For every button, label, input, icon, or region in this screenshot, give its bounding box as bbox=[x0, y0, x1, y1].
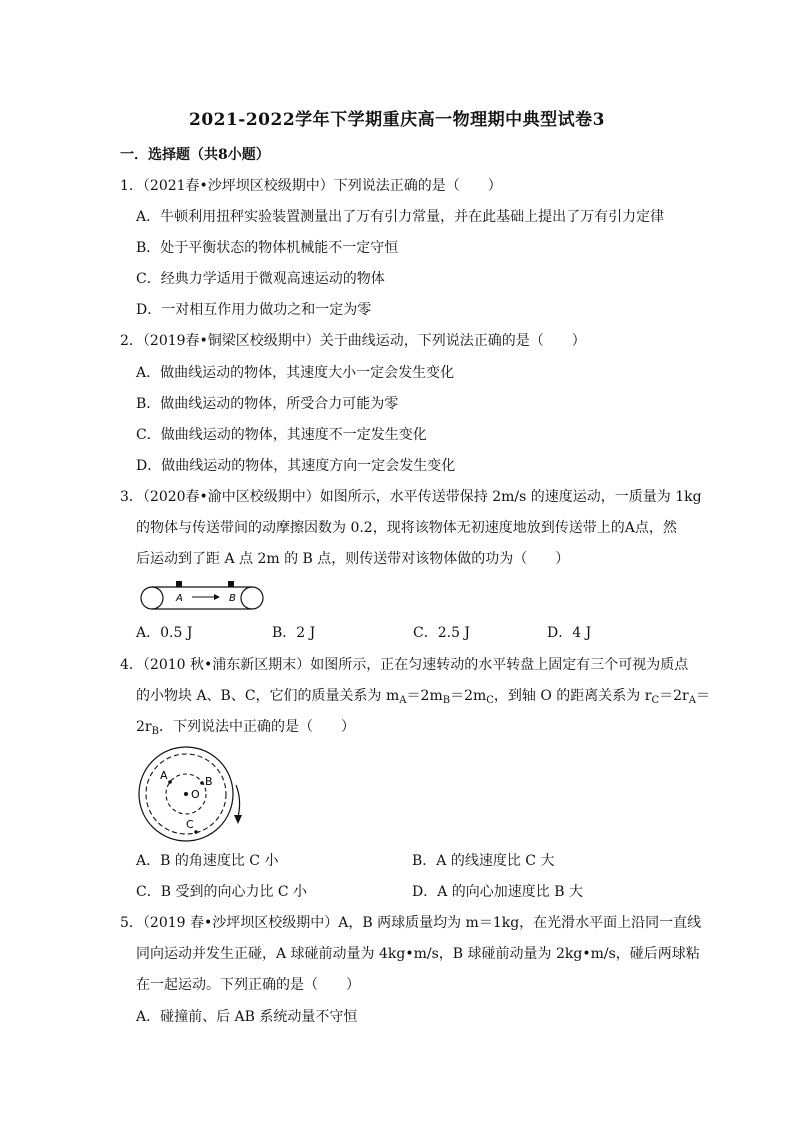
rotation-arrow bbox=[236, 785, 240, 817]
stem-text: 的小物块 A、B、C，它们的质量关系为 m bbox=[136, 688, 400, 704]
turntable-figure bbox=[136, 745, 256, 845]
page-title: 2021-2022学年下学期重庆高一物理期中典型试卷3 bbox=[188, 110, 605, 130]
stem-text: ，到轴 O 的距离关系为 r bbox=[493, 688, 652, 704]
point-b bbox=[200, 781, 204, 785]
question-2-option-a: A．做曲线运动的物体，其速度大小一定会发生变化 bbox=[136, 365, 455, 381]
axis-o bbox=[184, 792, 188, 796]
conveyor-belt-figure bbox=[138, 578, 268, 612]
question-2-option-b: B．做曲线运动的物体，所受合力可能为零 bbox=[136, 396, 399, 412]
subscript: A bbox=[399, 695, 407, 706]
section-heading: 一．选择题（共8小题） bbox=[120, 147, 270, 163]
point-a bbox=[168, 780, 172, 784]
question-3-stem-line-3: 后运动到了距 A 点 2m 的 B 点，则传送带对该物体做的功为（ ） bbox=[136, 551, 570, 567]
stem-text: ＝2m bbox=[406, 688, 443, 704]
label-c: C bbox=[186, 818, 194, 831]
question-4-option-d: D．A 的向心加速度比 B 大 bbox=[412, 884, 583, 900]
question-3-option-b: B．2 J bbox=[272, 625, 316, 641]
left-pulley bbox=[141, 587, 163, 609]
question-3-option-c: C．2.5 J bbox=[413, 625, 471, 641]
label-o: O bbox=[191, 788, 200, 801]
question-1-stem: 1．（2021春•沙坪坝区校级期中）下列说法正确的是（ ） bbox=[120, 178, 502, 194]
question-4-option-c: C．B 受到的向心力比 C 小 bbox=[136, 884, 308, 900]
question-3-stem-line-2: 的物体与传送带间的动摩擦因数为 0.2，现将该物体无初速度地放到传送带上的A点，然 bbox=[136, 520, 677, 536]
question-1-option-b: B．处于平衡状态的物体机械能不一定守恒 bbox=[136, 240, 399, 256]
question-5-stem-line-2: 同向运动并发生正碰，A 球碰前动量为 4kg•m/s，B 球碰前动量为 2kg•m/s，碰后两球粘 bbox=[136, 946, 700, 962]
question-1-option-a: A．牛顿利用扭秤实验装置测量出了万有引力常量，并在此基础上提出了万有引力定律 bbox=[136, 209, 665, 225]
question-3-option-d: D．4 J bbox=[547, 625, 592, 641]
question-5-stem-line-3: 在一起运动。下列正确的是（ ） bbox=[136, 977, 360, 993]
question-1-option-c: C．经典力学适用于微观高速运动的物体 bbox=[136, 271, 385, 287]
question-2-option-c: C．做曲线运动的物体，其速度不一定发生变化 bbox=[136, 427, 427, 443]
arrow-head-icon bbox=[214, 594, 220, 600]
question-2-stem: 2．（2019春•铜梁区校级期中）关于曲线运动，下列说法正确的是（ ） bbox=[120, 333, 586, 349]
label-b: B bbox=[205, 775, 213, 788]
stem-text: 2r bbox=[136, 719, 152, 735]
subscript: A bbox=[688, 695, 696, 706]
block-b bbox=[228, 581, 234, 587]
question-5-option-a: A．碰撞前、后 AB 系统动量不守恒 bbox=[136, 1009, 358, 1025]
stem-text: ＝ bbox=[695, 688, 710, 704]
right-pulley bbox=[241, 587, 263, 609]
question-3-stem-line-1: 3．（2020春•渝中区校级期中）如图所示，水平传送带保持 2m/s 的速度运动，一质量为 1kg bbox=[120, 489, 702, 505]
stem-text: ＝2r bbox=[659, 688, 689, 704]
question-4-stem-line-3 bbox=[136, 717, 355, 737]
question-4-stem-line-1: 4．（2010 秋•浦东新区期末）如图所示，正在匀速转动的水平转盘上固定有三个可视为质点 bbox=[120, 657, 689, 673]
subscript: B bbox=[442, 695, 451, 706]
stem-text: ．下列说法中正确的是（ ） bbox=[158, 719, 355, 735]
question-4-option-a: A．B 的角速度比 C 小 bbox=[136, 853, 279, 869]
point-c bbox=[194, 830, 198, 834]
rotation-arrow-head-icon bbox=[234, 815, 242, 824]
label-a: A bbox=[176, 593, 183, 604]
question-4-stem-line-2 bbox=[136, 686, 710, 706]
question-1-option-d: D．一对相互作用力做功之和一定为零 bbox=[136, 302, 372, 318]
question-4-option-b: B．A 的线速度比 C 大 bbox=[412, 853, 555, 869]
subscript: C bbox=[486, 695, 494, 706]
label-b: B bbox=[229, 593, 236, 604]
subscript: B bbox=[151, 726, 159, 737]
question-2-option-d: D．做曲线运动的物体，其速度方向一定会发生变化 bbox=[136, 458, 456, 474]
stem-text: ＝2m bbox=[450, 688, 487, 704]
block-a bbox=[176, 581, 182, 587]
subscript: C bbox=[651, 695, 660, 706]
question-5-stem-line-1: 5．（2019 春•沙坪坝区校级期中）A，B 两球质量均为 m＝1kg，在光滑水平面上沿同一直线 bbox=[120, 915, 702, 931]
label-a: A bbox=[160, 769, 168, 782]
question-3-option-a: A．0.5 J bbox=[136, 625, 193, 641]
